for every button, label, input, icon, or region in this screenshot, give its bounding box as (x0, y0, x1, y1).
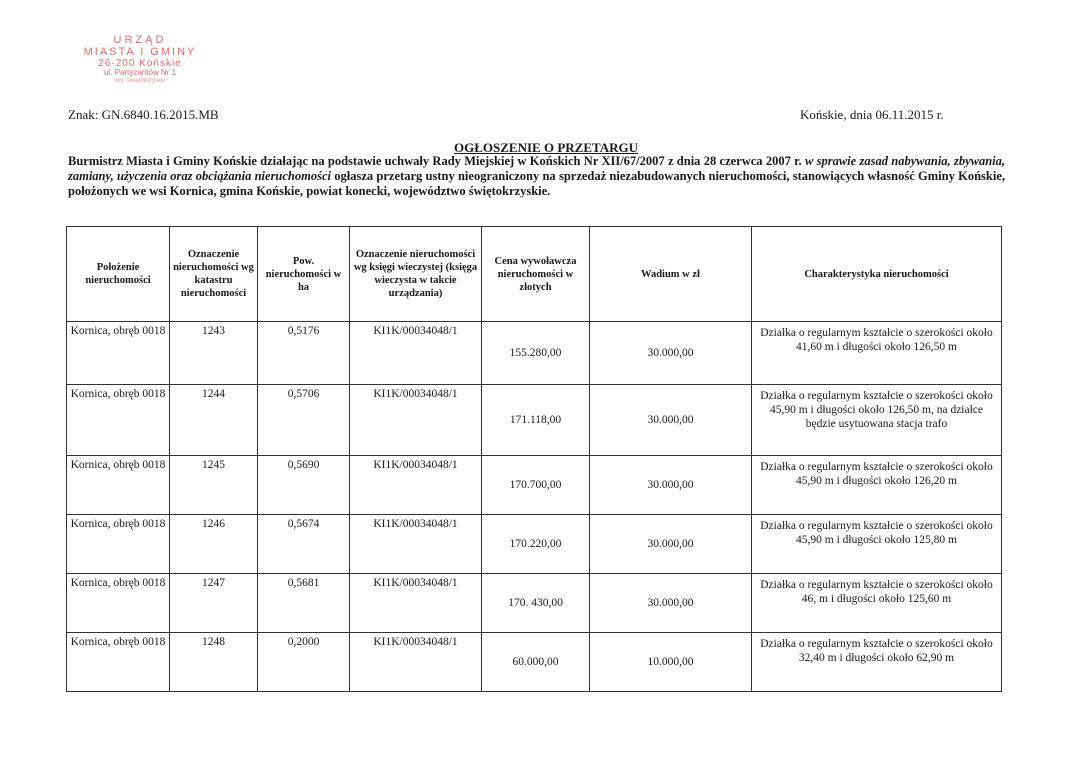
cell-deposit: 30.000,00 (590, 574, 752, 633)
cell-deposit: 30.000,00 (590, 322, 752, 385)
cell-description: Działka o regularnym kształcie o szerokości około 45,90 m i długości około 125,80 m (752, 515, 1002, 574)
stamp-line-voivodeship: woj. świętokrzyskie (114, 77, 166, 84)
cell-price: 171.118,00 (482, 385, 590, 456)
header-land-register: Oznaczenie nieruchomości wg księgi wieczystej (księga wieczysta w takcie urządzania) (350, 227, 482, 322)
parcels-table (66, 226, 1002, 692)
stamp-line-office: URZĄD (113, 34, 167, 46)
cell-description: Działka o regularnym kształcie o szerokości około 32,40 m i długości około 62,90 m (752, 633, 1002, 692)
table-row (67, 633, 1002, 692)
cell-area: 0,5706 (258, 385, 350, 456)
cell-land-register: KI1K/00034048/1 (350, 515, 482, 574)
cell-parcel: 1244 (170, 385, 258, 456)
header-description: Charakterystyka nieruchomości (752, 227, 1002, 322)
cell-price: 170. 430,00 (482, 574, 590, 633)
header-area: Pow. nieruchomości w ha (258, 227, 350, 322)
cell-parcel: 1247 (170, 574, 258, 633)
cell-land-register: KI1K/00034048/1 (350, 456, 482, 515)
cell-description: Działka o regularnym kształcie o szerokości około 45,90 m i długości około 126,50 m, na działce będzie usytuowana stacja trafo (752, 385, 1002, 456)
cell-parcel: 1246 (170, 515, 258, 574)
cell-location: Kornica, obręb 0018 (67, 574, 170, 633)
cell-land-register: KI1K/00034048/1 (350, 322, 482, 385)
cell-deposit: 10.000,00 (590, 633, 752, 692)
cell-deposit: 30.000,00 (590, 385, 752, 456)
table-header-row (67, 227, 1002, 322)
announcement-title: OGŁOSZENIE O PRZETARGU (454, 140, 638, 155)
cell-parcel: 1243 (170, 322, 258, 385)
intro-resolution-subject: w sprawie zasad nabywania, zbywania, zamiany, użyczenia oraz obciążania nieruchomości (68, 154, 1006, 183)
table-row (67, 574, 1002, 633)
cell-description: Działka o regularnym kształcie o szerokości około 46, m i długości około 125,60 m (752, 574, 1002, 633)
cell-price: 60.000,00 (482, 633, 590, 692)
cell-area: 0,2000 (258, 633, 350, 692)
cell-land-register: KI1K/00034048/1 (350, 574, 482, 633)
stamp-line-municipality: MIASTA I GMINY (83, 46, 197, 59)
cell-price: 170.220,00 (482, 515, 590, 574)
cell-price: 170.700,00 (482, 456, 590, 515)
header-cadastre: Oznaczenie nieruchomości wg katastru nieruchomości (170, 227, 258, 322)
cell-location: Kornica, obręb 0018 (67, 322, 170, 385)
reference-number: Znak: GN.6840.16.2015.MB (68, 107, 219, 122)
cell-area: 0,5674 (258, 515, 350, 574)
cell-location: Kornica, obręb 0018 (67, 515, 170, 574)
stamp-line-street: ul. Partyzantów Nr 1 (103, 68, 177, 78)
table-row (67, 322, 1002, 385)
header-deposit: Wadium w zł (590, 227, 752, 322)
intro-legal-basis: Burmistrz Miasta i Gminy Końskie działając na podstawie uchwały Rady Miejskiej w Końskich Nr XII/67/2007 z dnia 28 czerwca 2007 r. (68, 154, 802, 168)
stamp-line-postcode: 26-200 Końskie (98, 58, 182, 70)
intro-auction-scope: ogłasza przetarg ustny nieograniczony na sprzedaż niezabudowanych nieruchomości, stanowiących własność Gminy Końskie, położonych we wsi Kornica, gmina Końskie, powiat konecki, województwo świętokrzyskie. (68, 169, 1005, 198)
cell-deposit: 30.000,00 (590, 515, 752, 574)
cell-description: Działka o regularnym kształcie o szerokości około 45,90 m i długości około 126,20 m (752, 456, 1002, 515)
cell-location: Kornica, obręb 0018 (67, 385, 170, 456)
cell-description: Działka o regularnym kształcie o szerokości około 41,60 m i długości około 126,50 m (752, 322, 1002, 385)
header-price: Cena wywoławcza nieruchomości w złotych (482, 227, 590, 322)
cell-price: 155.280,00 (482, 322, 590, 385)
place-and-date: Końskie, dnia 06.11.2015 r. (800, 107, 944, 122)
cell-deposit: 30.000,00 (590, 456, 752, 515)
cell-land-register: KI1K/00034048/1 (350, 633, 482, 692)
announcement-intro (68, 154, 1005, 199)
cell-area: 0,5176 (258, 322, 350, 385)
cell-location: Kornica, obręb 0018 (67, 633, 170, 692)
cell-land-register: KI1K/00034048/1 (350, 385, 482, 456)
cell-parcel: 1245 (170, 456, 258, 515)
cell-area: 0,5681 (258, 574, 350, 633)
table-row (67, 456, 1002, 515)
cell-area: 0,5690 (258, 456, 350, 515)
office-stamp (60, 34, 220, 85)
header-location: Położenie nieruchomości (67, 227, 170, 322)
cell-location: Kornica, obręb 0018 (67, 456, 170, 515)
table-row (67, 515, 1002, 574)
table-row (67, 385, 1002, 456)
cell-parcel: 1248 (170, 633, 258, 692)
